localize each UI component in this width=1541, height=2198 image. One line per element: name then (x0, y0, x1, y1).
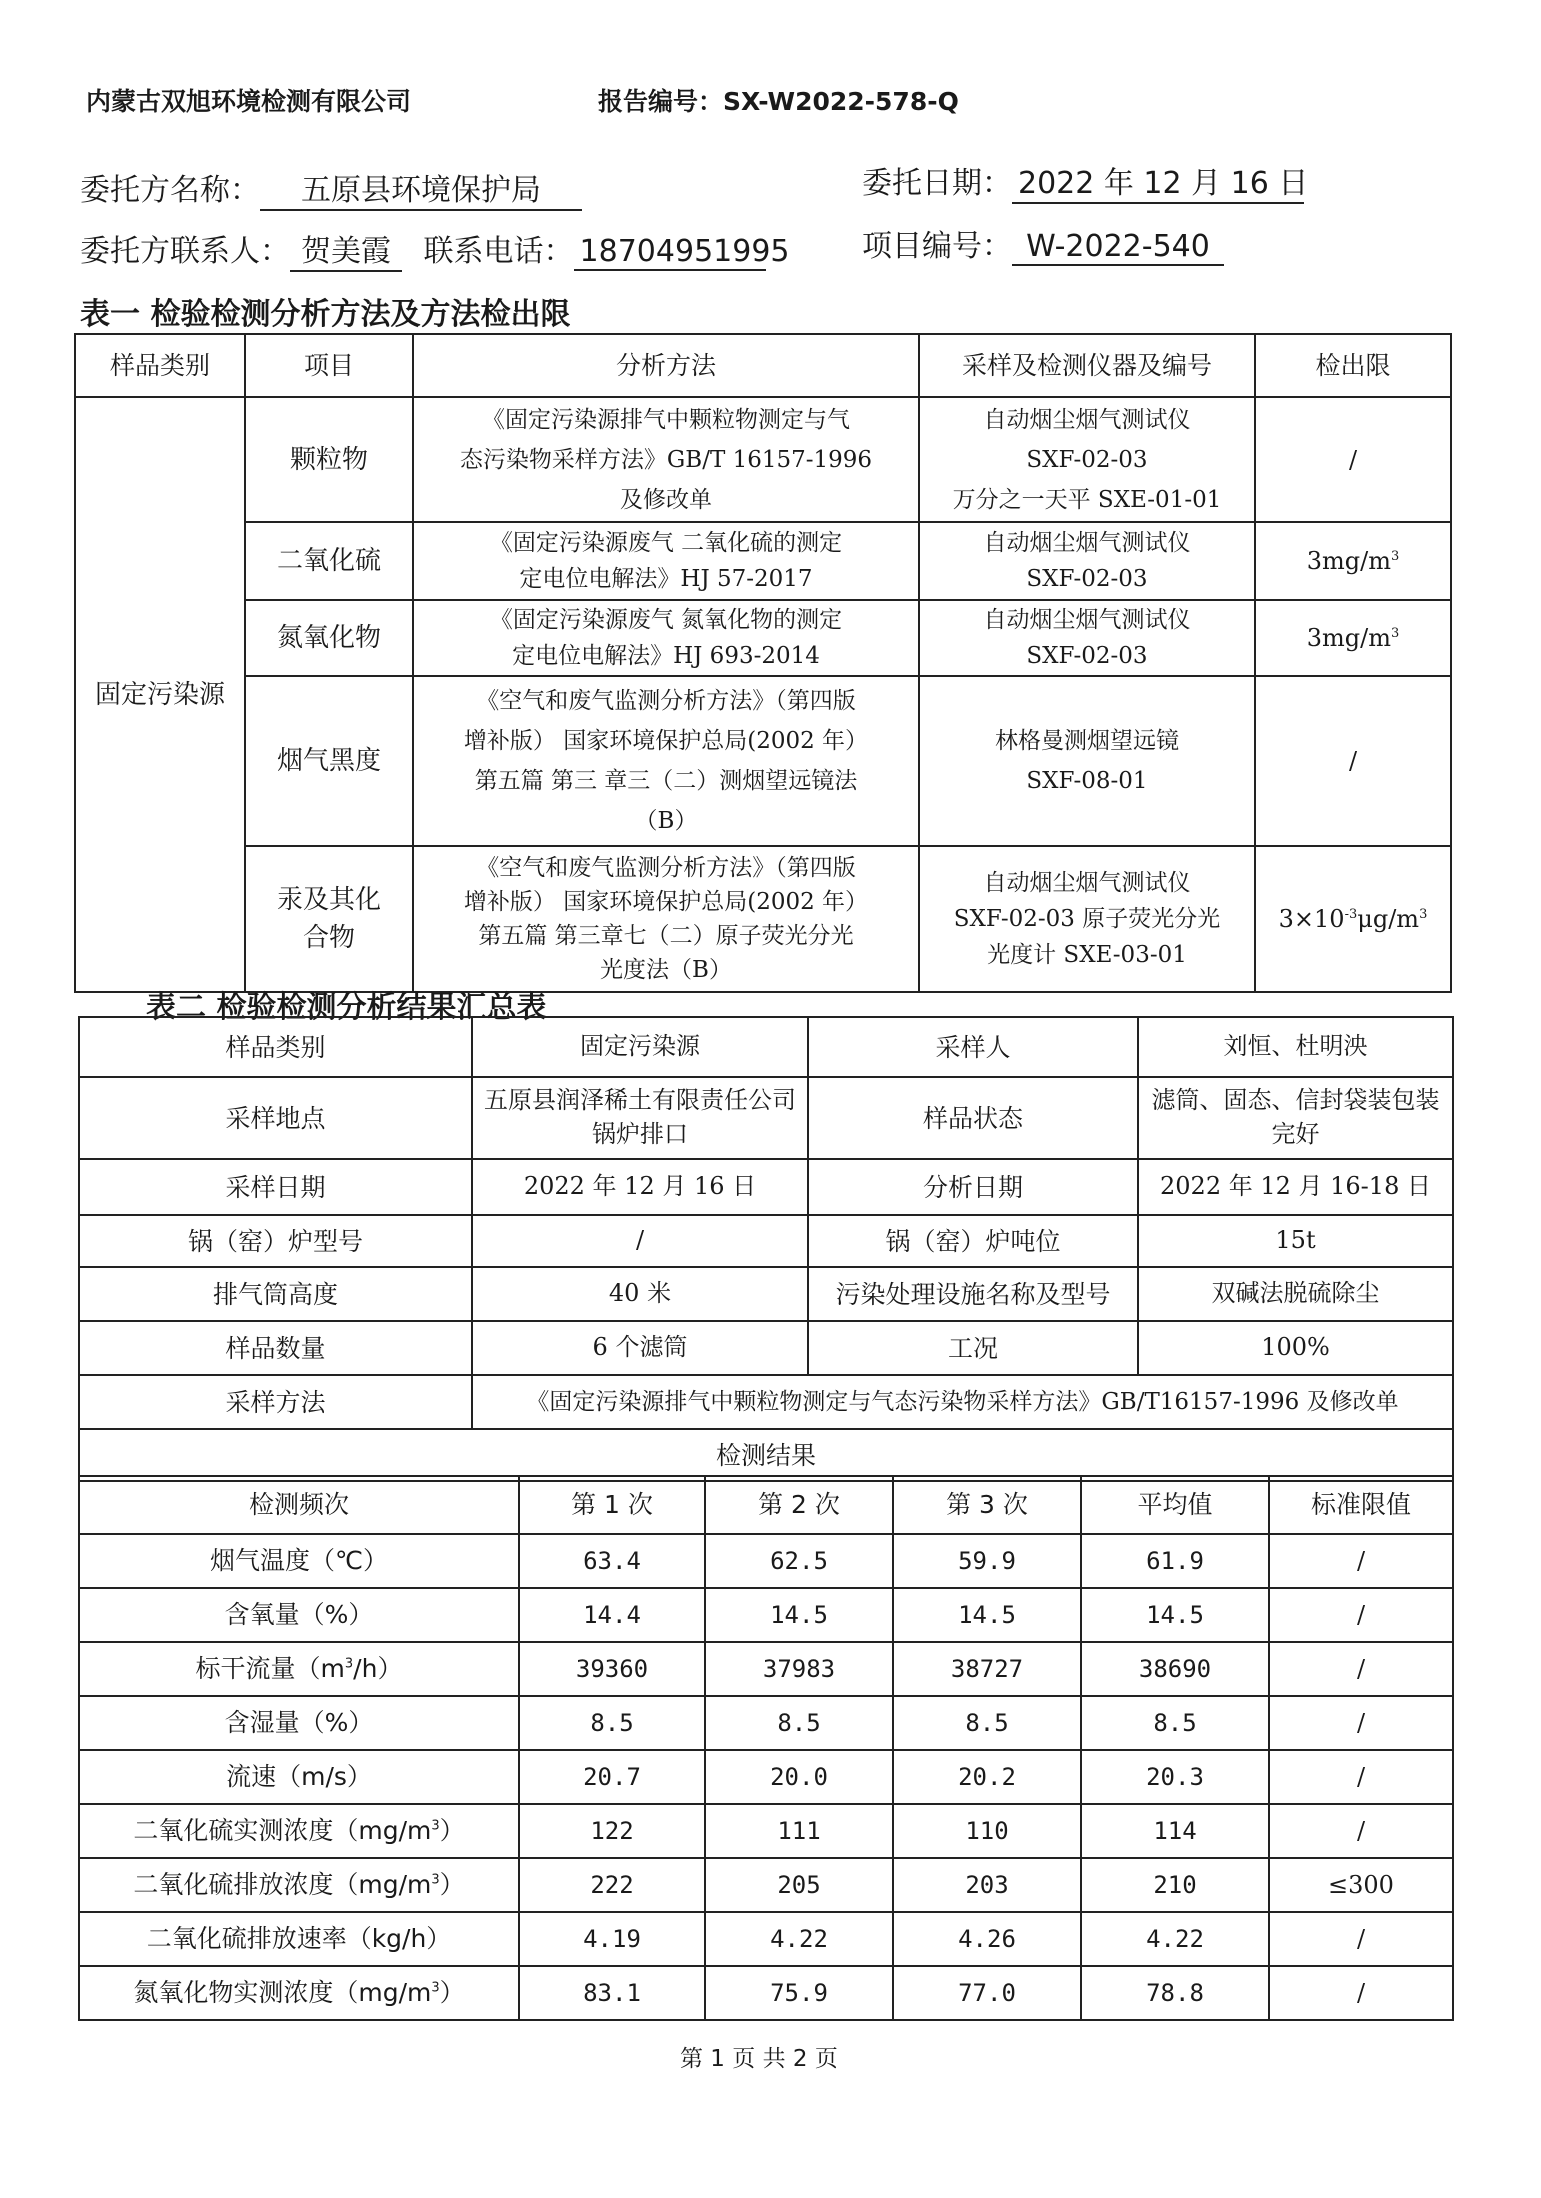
item-line: 汞及其化 (276, 885, 381, 915)
result-v2: 20.0 (705, 1750, 893, 1804)
info-label: 采样人 (808, 1017, 1138, 1077)
commission-date-value: 2022 年 12 月 16 日 (1012, 158, 1304, 204)
method-table (74, 333, 1452, 993)
client-name-value: 五原县环境保护局 (260, 165, 582, 211)
result-v1: 20.7 (519, 1750, 705, 1804)
method-line: 增补版） 国家环境保护总局(2002 年） (463, 728, 869, 754)
info-value: 15t (1138, 1215, 1453, 1267)
result-name: 含氧量（%） (79, 1588, 519, 1642)
result-limit: / (1269, 1534, 1453, 1588)
result-v3: 4.26 (893, 1912, 1081, 1966)
result-v1: 63.4 (519, 1534, 705, 1588)
result-v2: 111 (705, 1804, 893, 1858)
result-v3: 110 (893, 1804, 1081, 1858)
result-avg: 14.5 (1081, 1588, 1269, 1642)
result-row (79, 1804, 1453, 1858)
result-v1: 4.19 (519, 1912, 705, 1966)
project-number-row (862, 221, 1224, 266)
results-header (79, 1476, 1453, 1534)
page-footer: 第 1 页 共 2 页 (680, 2046, 838, 2072)
info-value: 双碱法脱硫除尘 (1138, 1267, 1453, 1321)
instrument-line: SXF-02-03 (1026, 643, 1148, 669)
info-row-method (79, 1375, 1453, 1429)
result-v1: 14.4 (519, 1588, 705, 1642)
result-limit: / (1269, 1966, 1453, 2020)
result-row (79, 1912, 1453, 1966)
info-value: 五原县润泽稀土有限责任公司锅炉排口 (472, 1077, 808, 1159)
result-limit: / (1269, 1750, 1453, 1804)
method-line: 态污染物采样方法》GB/T 16157-1996 (459, 446, 873, 473)
result-limit: / (1269, 1804, 1453, 1858)
instrument-line: 自动烟尘烟气测试仪 (983, 406, 1191, 433)
rh-second: 第 2 次 (705, 1476, 893, 1534)
rh-average: 平均值 (1081, 1476, 1269, 1534)
info-row (79, 1215, 1453, 1267)
limit-cell: $3\times 10^{-3}\mu g/m^3$ (1255, 846, 1451, 992)
result-name: 二氧化硫实测浓度$(mg/m^3)$ (79, 1804, 519, 1858)
method-cell (413, 600, 919, 676)
result-avg: 20.3 (1081, 1750, 1269, 1804)
info-label: 样品数量 (79, 1321, 472, 1375)
client-name-label: 委托方名称： (80, 173, 260, 208)
info-value: 2022 年 12 月 16-18 日 (1138, 1159, 1453, 1215)
info-row (79, 1077, 1453, 1159)
instrument-line: 万分之一天平 SXE-01-01 (952, 486, 1222, 513)
info-label: 锅（窑）炉型号 (79, 1215, 472, 1267)
result-v3: 8.5 (893, 1696, 1081, 1750)
instrument-line: SXF-02-03 (1026, 446, 1148, 473)
info-label: 分析日期 (808, 1159, 1138, 1215)
company-name: 内蒙古双旭环境检测有限公司 (86, 87, 412, 116)
client-contact-label: 委托方联系人： (80, 234, 290, 269)
result-v3: 38727 (893, 1642, 1081, 1696)
commission-date-label: 委托日期： (862, 166, 1012, 201)
result-limit: ≤300 (1269, 1858, 1453, 1912)
method-row-particulates (75, 397, 1451, 522)
info-label: 污染处理设施名称及型号 (808, 1267, 1138, 1321)
category-cell: 固定污染源 (75, 397, 245, 992)
th-item: 项目 (245, 334, 413, 397)
result-v2: 205 (705, 1858, 893, 1912)
th-limit: 检出限 (1255, 334, 1451, 397)
result-v3: 203 (893, 1858, 1081, 1912)
result-name: 二氧化硫排放浓度$(mg/m^3)$ (79, 1858, 519, 1912)
rh-limit: 标准限值 (1269, 1476, 1453, 1534)
result-v3: 77.0 (893, 1966, 1081, 2020)
item-line: 合物 (302, 923, 355, 953)
info-value: 40 米 (472, 1267, 808, 1321)
result-row (79, 1642, 1453, 1696)
result-v1: 39360 (519, 1642, 705, 1696)
rh-third: 第 3 次 (893, 1476, 1081, 1534)
instrument-cell (919, 522, 1255, 600)
info-label: 样品状态 (808, 1077, 1138, 1159)
instrument-line: SXF-02-03 原子荧光分光 (953, 906, 1221, 932)
result-v2: 4.22 (705, 1912, 893, 1966)
result-v1: 83.1 (519, 1966, 705, 2020)
result-v2: 14.5 (705, 1588, 893, 1642)
method-line: 光度法（B） (600, 957, 732, 983)
limit-cell: $3mg/m^3$ (1255, 600, 1451, 676)
table2-title: 表二 检验检测分析结果汇总表 (146, 990, 547, 1025)
method-line: 定电位电解法》HJ 693-2014 (512, 643, 820, 669)
info-table (78, 1016, 1454, 1482)
th-category: 样品类别 (75, 334, 245, 397)
info-value: 固定污染源 (472, 1017, 808, 1077)
phone-label: 联系电话： (423, 234, 574, 269)
info-value: 6 个滤筒 (472, 1321, 808, 1375)
result-avg: 210 (1081, 1858, 1269, 1912)
rh-frequency: 检测频次 (79, 1476, 519, 1534)
item-line: 颗粒物 (289, 444, 368, 475)
report-number (598, 82, 959, 118)
method-line: 《固定污染源废气 二氧化硫的测定 (489, 530, 843, 556)
result-avg: 8.5 (1081, 1696, 1269, 1750)
instrument-line: 自动烟尘烟气测试仪 (983, 607, 1191, 633)
limit-cell: $3mg/m^3$ (1255, 522, 1451, 600)
rh-first: 第 1 次 (519, 1476, 705, 1534)
info-label: 采样地点 (79, 1077, 472, 1159)
method-line: 及修改单 (620, 486, 712, 513)
result-name: 烟气温度（℃） (79, 1534, 519, 1588)
method-line: 定电位电解法》HJ 57-2017 (519, 566, 813, 592)
method-line: 增补版） 国家环境保护总局(2002 年） (463, 889, 869, 915)
th-instrument: 采样及检测仪器及编号 (919, 334, 1255, 397)
info-value: 刘恒、杜明泱 (1138, 1017, 1453, 1077)
result-avg: 4.22 (1081, 1912, 1269, 1966)
instrument-line: 光度计 SXE-03-01 (987, 942, 1187, 968)
result-avg: 61.9 (1081, 1534, 1269, 1588)
item-cell (245, 676, 413, 846)
limit-cell: / (1255, 676, 1451, 846)
result-avg: 114 (1081, 1804, 1269, 1858)
project-number-label: 项目编号： (862, 229, 1012, 264)
instrument-line: 自动烟尘烟气测试仪 (983, 870, 1191, 896)
phone-value: 18704951995 (574, 234, 766, 271)
results-table (78, 1475, 1454, 2021)
instrument-line: SXF-02-03 (1026, 566, 1148, 592)
result-name: 含湿量（%） (79, 1696, 519, 1750)
result-avg: 78.8 (1081, 1966, 1269, 2020)
method-line: 《固定污染源废气 氮氧化物的测定 (489, 607, 843, 633)
method-line: 《空气和废气监测分析方法》（第四版 (476, 855, 856, 881)
method-row-mercury (75, 846, 1451, 992)
client-name-row (80, 165, 582, 211)
method-line: 第五篇 第三章七（二）原子荧光分光 (478, 923, 854, 949)
method-row-so2 (75, 522, 1451, 600)
result-v1: 122 (519, 1804, 705, 1858)
limit-cell: / (1255, 397, 1451, 522)
method-line: 《固定污染源排气中颗粒物测定与气 (482, 406, 850, 433)
info-row (79, 1159, 1453, 1215)
method-cell (413, 397, 919, 522)
item-cell (245, 397, 413, 522)
result-name: 标干流量$(m^3/h)$ (79, 1642, 519, 1696)
instrument-line: 林格曼测烟望远镜 (995, 728, 1179, 754)
info-row (79, 1267, 1453, 1321)
result-avg: 38690 (1081, 1642, 1269, 1696)
result-v2: 8.5 (705, 1696, 893, 1750)
method-row-nox (75, 600, 1451, 676)
instrument-cell (919, 397, 1255, 522)
info-value: 100% (1138, 1321, 1453, 1375)
result-row (79, 1858, 1453, 1912)
info-value: 滤筒、固态、信封袋装包装完好 (1138, 1077, 1453, 1159)
instrument-line: 自动烟尘烟气测试仪 (983, 530, 1191, 556)
result-name: 氮氧化物实测浓度$(mg/m^3)$ (79, 1966, 519, 2020)
client-contact-value: 贺美霞 (290, 226, 402, 272)
item-cell (245, 600, 413, 676)
method-row-smoke (75, 676, 1451, 846)
instrument-cell (919, 600, 1255, 676)
item-line: 二氧化硫 (276, 546, 381, 576)
result-row (79, 1966, 1453, 2020)
info-label: 样品类别 (79, 1017, 472, 1077)
result-row (79, 1534, 1453, 1588)
result-v2: 37983 (705, 1642, 893, 1696)
info-label: 工况 (808, 1321, 1138, 1375)
result-v1: 222 (519, 1858, 705, 1912)
item-line: 氮氧化物 (276, 623, 381, 653)
report-number-value: SX-W2022-578-Q (723, 87, 959, 116)
method-cell (413, 522, 919, 600)
info-label: 锅（窑）炉吨位 (808, 1215, 1138, 1267)
method-line: 《空气和废气监测分析方法》（第四版 (476, 688, 856, 714)
info-row (79, 1017, 1453, 1077)
result-row (79, 1588, 1453, 1642)
result-row (79, 1696, 1453, 1750)
th-method: 分析方法 (413, 334, 919, 397)
client-contact-row (80, 226, 790, 272)
result-v2: 75.9 (705, 1966, 893, 2020)
result-limit: / (1269, 1696, 1453, 1750)
item-cell (245, 522, 413, 600)
result-limit: / (1269, 1642, 1453, 1696)
sampling-method-value: 《固定污染源排气中颗粒物测定与气态污染物采样方法》GB/T16157-1996 及修改单 (472, 1375, 1453, 1429)
commission-date-row (862, 158, 1309, 204)
results-title: 检测结果 (79, 1429, 1453, 1481)
instrument-cell (919, 676, 1255, 846)
result-row (79, 1750, 1453, 1804)
report-number-label: 报告编号： (598, 87, 724, 116)
result-v1: 8.5 (519, 1696, 705, 1750)
method-table-header (75, 334, 1451, 397)
result-name: 二氧化硫排放速率（kg/h） (79, 1912, 519, 1966)
project-number-value: W-2022-540 (1012, 229, 1224, 266)
result-name: 流速（m/s） (79, 1750, 519, 1804)
result-v3: 59.9 (893, 1534, 1081, 1588)
item-cell (245, 846, 413, 992)
table1-title: 表一 检验检测分析方法及方法检出限 (80, 297, 571, 332)
result-limit: / (1269, 1912, 1453, 1966)
info-label: 采样方法 (79, 1375, 472, 1429)
method-line: （B） (634, 808, 698, 834)
result-v3: 20.2 (893, 1750, 1081, 1804)
info-value: 2022 年 12 月 16 日 (472, 1159, 808, 1215)
item-line: 烟气黑度 (276, 746, 381, 776)
method-line: 第五篇 第三 章三（二）测烟望远镜法 (474, 768, 858, 794)
instrument-line: SXF-08-01 (1026, 768, 1148, 794)
info-label: 排气筒高度 (79, 1267, 472, 1321)
method-cell (413, 676, 919, 846)
method-cell (413, 846, 919, 992)
result-limit: / (1269, 1588, 1453, 1642)
info-value: / (472, 1215, 808, 1267)
info-row (79, 1321, 1453, 1375)
instrument-cell (919, 846, 1255, 992)
info-label: 采样日期 (79, 1159, 472, 1215)
results-title-row (79, 1429, 1453, 1481)
result-v3: 14.5 (893, 1588, 1081, 1642)
result-v2: 62.5 (705, 1534, 893, 1588)
